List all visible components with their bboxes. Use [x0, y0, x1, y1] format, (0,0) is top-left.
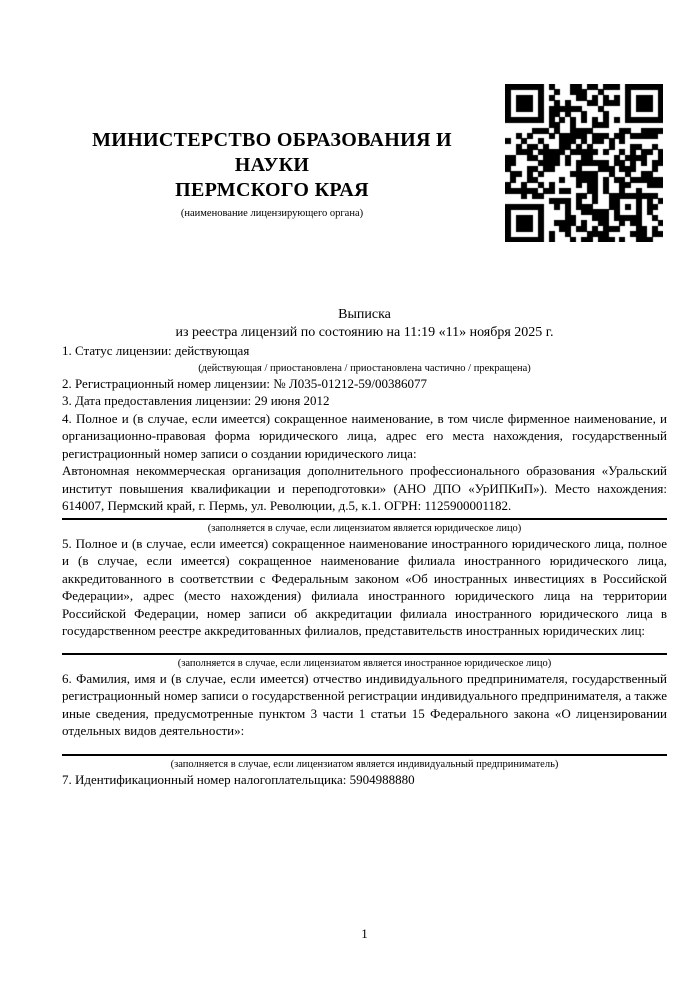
ministry-name-line2: ПЕРМСКОГО КРАЯ: [175, 179, 369, 201]
field-license-grant-date: 3. Дата предоставления лицензии: 29 июня 2012: [62, 393, 330, 408]
entrepreneur-caption: (заполняется в случае, если лицензиатом является индивидуальный предприниматель): [170, 758, 559, 770]
field-taxpayer-id: 7. Идентификационный номер налогоплательщика: 5904988880: [62, 771, 415, 787]
document-title: Выписка: [338, 307, 391, 322]
qr-code-icon: [505, 84, 663, 242]
document-body: [62, 306, 667, 788]
field-license-status: 1. Статус лицензии: действующая: [62, 343, 250, 358]
legal-entity-caption: (заполняется в случае, если лицензиатом является юридическое лицо): [207, 522, 522, 534]
field-foreign-entity-question: 5. Полное и (в случае, если имеется) сокращенное наименование иностранного юридического лица, полное и (в случае, если имеется) сокращенное наименование филиала иностранного юридического лица, аккредитованного в соответствии с Федеральным законом «Об иностранных инвестициях в Российской Федерации», адрес (место нахождения) филиала иностранного юридического лица на территории Российской Федерации, номер записи об аккредитации филиала иностранного юридического лица в государственном реестре аккредитованных филиалов, представительств иностранных юридических лиц:: [62, 535, 667, 638]
field-legal-entity-question: 4. Полное и (в случае, если имеется) сокращенное наименование, в том числе фирменное наименование, и организационно-правовая форма юридического лица, адрес его места нахождения, государственный регистрационный номер записи о создании юридического лица:: [62, 410, 667, 461]
foreign-entity-caption: (заполняется в случае, если лицензиатом является иностранное юридическое лицо): [177, 657, 552, 669]
ministry-header: [62, 128, 482, 221]
legal-entity-divider: [62, 518, 667, 520]
license-status-options-caption: (действующая / приостановлена / приостановлена частично / прекращена): [198, 362, 531, 374]
foreign-entity-divider: [62, 653, 667, 655]
field-entrepreneur-question: 6. Фамилия, имя и (в случае, если имеется) отчество индивидуального предпринимателя, государственный регистрационный номер записи о государственной регистрации индивидуального предпринимателя, а также иные сведения, предусмотренные пунктом 3 части 1 статьи 15 Федерального закона «О лицензировании отдельных видов деятельности»:: [62, 670, 667, 738]
entrepreneur-divider: [62, 754, 667, 756]
ministry-name-line1: МИНИСТЕРСТВО ОБРАЗОВАНИЯ И НАУКИ: [92, 129, 452, 176]
licensing-authority-caption: (наименование лицензирующего органа): [180, 208, 364, 219]
page-number: 1: [361, 926, 368, 941]
field-legal-entity-answer: Автономная некоммерческая организация дополнительного профессионального образования «Уральский институт повышения квалификации и переподготовки» (АНО ДПО «УрИПКиП»). Место нахождения: 614007, Пермский край, г. Пермь, ул. Революции, д.5, к.1. ОГРН: 1125900001182.: [62, 463, 667, 513]
document-subtitle: из реестра лицензий по состоянию на 11:19 «11» ноября 2025 г.: [175, 325, 554, 340]
field-registration-number: 2. Регистрационный номер лицензии: № Л035-01212-59/00386077: [62, 375, 428, 391]
